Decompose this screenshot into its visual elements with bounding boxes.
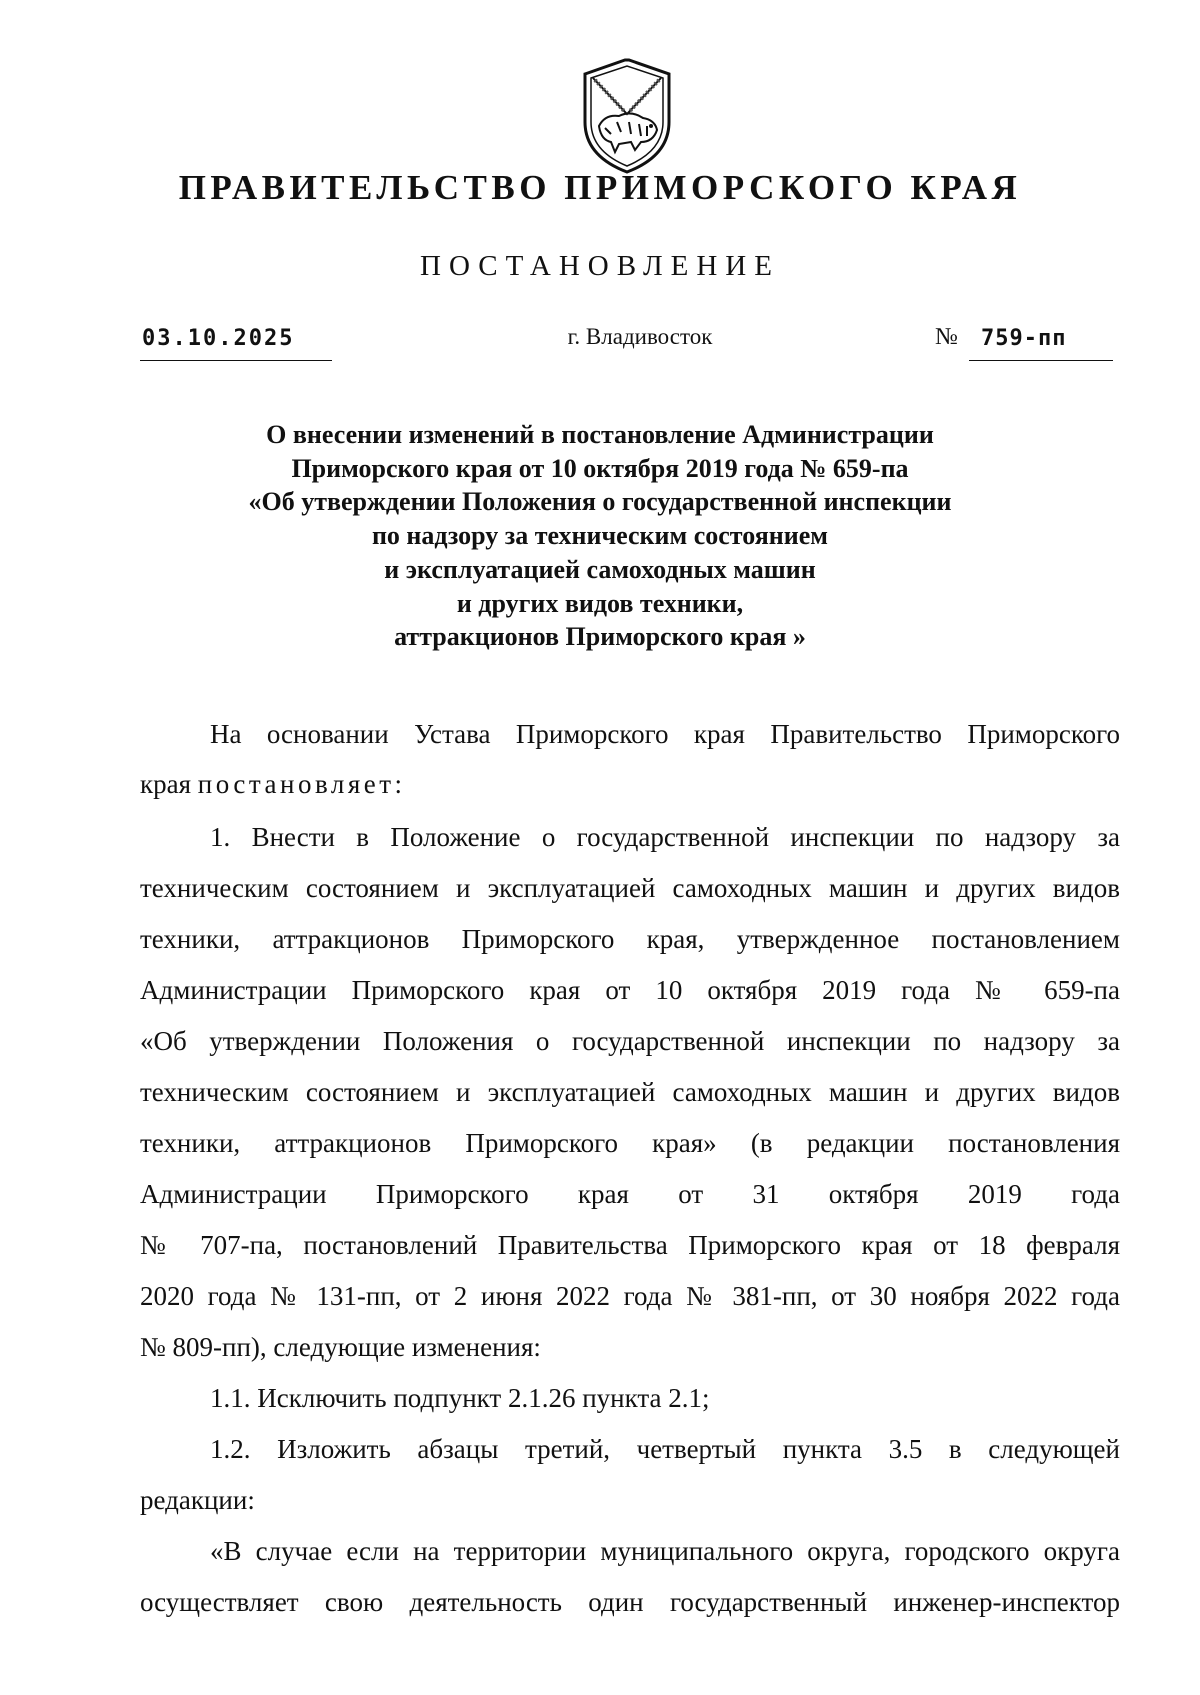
subject-line: и эксплуатацией самоходных машин xyxy=(384,554,816,584)
number-sign: № xyxy=(935,324,958,350)
item1-line: № 707-па, постановлений Правительства Приморского края от 18 февраля xyxy=(140,1230,1120,1260)
item1-2-line: редакции: xyxy=(140,1485,255,1515)
document-number: 759-пп xyxy=(981,326,1067,351)
subject-line: аттракционов Приморского края » xyxy=(394,622,806,652)
quote-line: осуществляет свою деятельность один государственный инженер-инспектор xyxy=(140,1587,1120,1617)
document-type: ПОСТАНОВЛЕНИЕ xyxy=(420,250,780,282)
document-date: 03.10.2025 xyxy=(142,326,295,351)
subject-line: Приморского края от 10 октября 2019 года № 659-па xyxy=(291,453,909,483)
document-date-field xyxy=(140,324,332,361)
item1-2-line: 1.2. Изложить абзацы третий, четвертый пункта 3.5 в следующей xyxy=(210,1434,1120,1464)
preamble-line: На основании Устава Приморского края Правительство Приморского xyxy=(210,719,1120,749)
subject-line: по надзору за техническим состоянием xyxy=(371,521,829,551)
document-number-line xyxy=(969,324,1113,361)
subject-line: О внесении изменений в постановление Администрации xyxy=(266,420,934,449)
item1-line: техники, аттракционов Приморского края, утвержденное постановлением xyxy=(140,924,1120,954)
item1-1: 1.1. Исключить подпункт 2.1.26 пункта 2.1; xyxy=(210,1383,710,1413)
item1-line: 1. Внести в Положение о государственной инспекции по надзору за xyxy=(210,822,1120,852)
document-subject xyxy=(170,418,1030,654)
document-city: г. Владивосток xyxy=(567,324,713,349)
government-title: ПРАВИТЕЛЬСТВО ПРИМОРСКОГО КРАЯ xyxy=(178,168,1022,207)
quote-line: «В случае если на территории муниципального округа, городского округа xyxy=(210,1536,1120,1566)
preamble-decree-word: постановляет: xyxy=(197,769,406,799)
item1-line: № 809-пп), следующие изменения: xyxy=(140,1332,541,1362)
primorsky-krai-coat-of-arms-icon xyxy=(575,56,679,176)
item1-line: техническим состоянием и эксплуатацией самоходных машин и других видов xyxy=(140,873,1120,903)
preamble-line xyxy=(140,764,1120,804)
preamble-start: края xyxy=(140,769,198,799)
subject-line: «Об утверждении Положения о государственной инспекции xyxy=(248,487,952,517)
item1-line: техническим состоянием и эксплуатацией самоходных машин и других видов xyxy=(140,1077,1120,1107)
item1-line: 2020 года № 131-пп, от 2 июня 2022 года № 381-пп, от 30 ноября 2022 года xyxy=(140,1281,1120,1311)
item1-line: техники, аттракционов Приморского края» (в редакции постановления xyxy=(140,1128,1120,1158)
subject-line: и других видов техники, xyxy=(456,588,744,618)
item1-line: Администрации Приморского края от 10 октября 2019 года № 659-па xyxy=(140,975,1120,1005)
item1-line: Администрации Приморского края от 31 октября 2019 года xyxy=(140,1179,1120,1209)
item1-line: «Об утверждении Положения о государственной инспекции по надзору за xyxy=(140,1026,1120,1056)
document-number-field xyxy=(935,324,1115,360)
